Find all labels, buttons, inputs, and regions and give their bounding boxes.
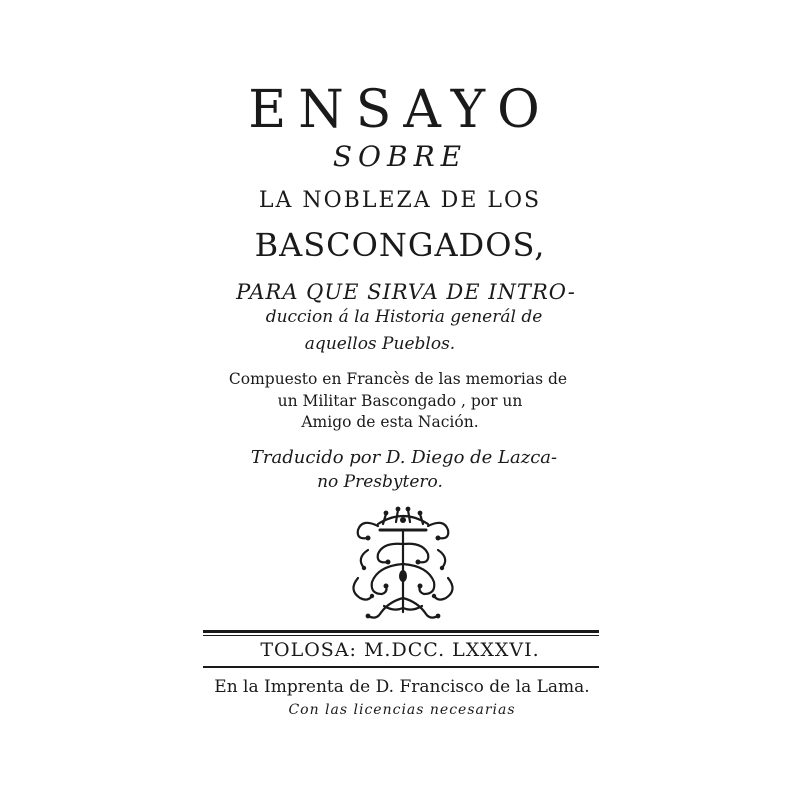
top-rule-thick (203, 630, 599, 633)
imprint-place-date: TOLOSA: M.DCC. LXXXVI. (260, 639, 540, 661)
subtitle-line-1: LA NOBLEZA DE LOS (258, 188, 542, 213)
purpose-line-1: PARA QUE SIRVA DE INTRO- (236, 280, 576, 304)
license-line: Con las licencias necesarias (288, 702, 516, 718)
composed-line-1: Compuesto en Francès de las memorias de (228, 370, 568, 388)
crown-ornament-icon (338, 502, 468, 622)
translator-line-2: no Presbytero. (317, 472, 443, 492)
book-title: ENSAYO (248, 80, 552, 140)
subtitle-line-2: BASCONGADOS, (254, 226, 546, 264)
purpose-line-2: duccion á la Historia generál de (265, 307, 543, 327)
top-rule-thin (203, 635, 599, 636)
title-sobre: SOBRE (332, 140, 468, 173)
composed-line-3: Amigo de esta Nación. (301, 413, 479, 431)
translator-line-1: Traducido por D. Diego de Lazca- (250, 447, 558, 468)
bottom-rule (203, 666, 599, 668)
purpose-line-3: aquellos Pueblos. (304, 334, 456, 354)
printer-line: En la Imprenta de D. Francisco de la Lama. (214, 677, 590, 697)
composed-line-2: un Militar Bascongado , por un (277, 392, 523, 410)
